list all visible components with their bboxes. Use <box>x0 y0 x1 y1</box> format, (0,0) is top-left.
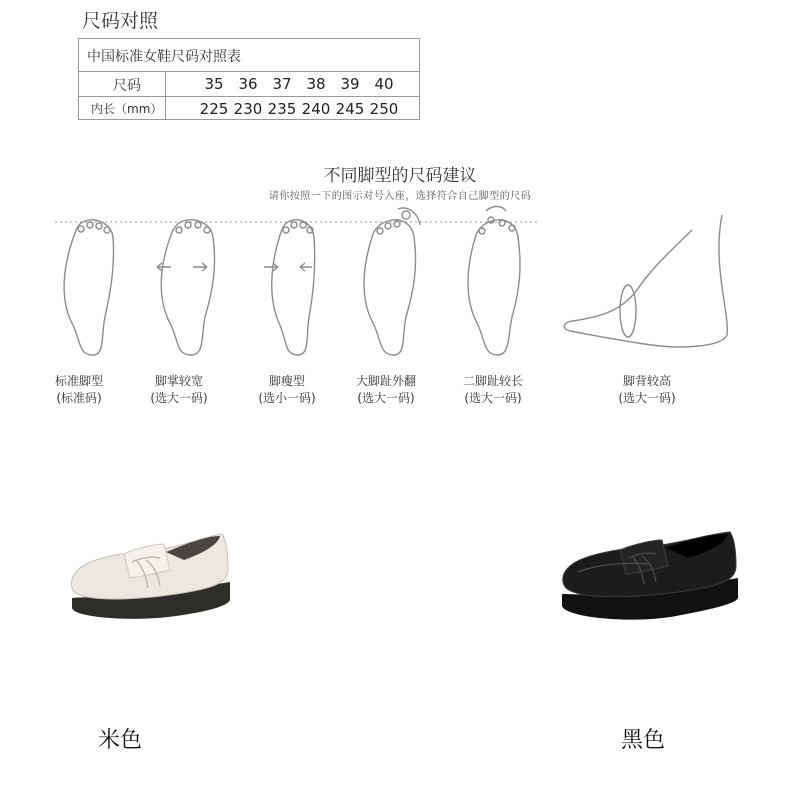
length-cell: 245 <box>335 100 365 118</box>
beige-loafer-image[interactable] <box>66 530 236 625</box>
foot-type-name: 二脚趾较长 <box>462 374 523 388</box>
table-divider <box>165 71 166 120</box>
foot-bunion-icon <box>364 208 420 355</box>
size-chart-table <box>78 38 420 120</box>
size-cell: 36 <box>238 75 258 93</box>
foot-type-advice: (选大一码) <box>150 391 208 405</box>
table-divider <box>79 96 419 97</box>
foot-standard-icon <box>64 220 113 355</box>
size-table-caption: 中国标准女鞋尺码对照表 <box>87 49 241 65</box>
foot-long-toe-icon <box>468 207 520 356</box>
foot-type-name: 脚掌较宽 <box>154 374 203 388</box>
foot-high-instep-icon <box>564 215 727 347</box>
size-cell: 38 <box>306 75 326 93</box>
size-cell: 39 <box>340 75 360 93</box>
foot-type-name: 标准脚型 <box>54 374 103 388</box>
length-cell: 250 <box>369 100 399 118</box>
foot-type-label-slim <box>232 373 342 407</box>
length-cell: 235 <box>267 100 297 118</box>
foot-slim-icon <box>264 220 315 355</box>
size-cell: 37 <box>272 75 292 93</box>
foot-type-label-long-toe <box>438 373 548 407</box>
foot-type-name: 大脚趾外翻 <box>355 374 416 388</box>
color-option-beige[interactable]: 米色 <box>98 728 143 753</box>
size-cell: 35 <box>204 75 224 93</box>
length-row-label: 内长（mm） <box>91 102 163 116</box>
length-cell: 230 <box>233 100 263 118</box>
foot-guide-subtitle: 请你按照一下的图示对号入座，选择符合自己脚型的尺码 <box>268 191 532 202</box>
length-cell: 240 <box>301 100 331 118</box>
foot-type-advice: (标准码) <box>56 391 102 405</box>
length-cell: 225 <box>199 100 229 118</box>
color-option-black[interactable]: 黑色 <box>621 728 666 753</box>
foot-type-name: 脚瘦型 <box>268 374 305 388</box>
foot-type-name: 脚背较高 <box>622 374 671 388</box>
table-divider <box>79 71 419 72</box>
foot-type-label-standard <box>24 373 134 407</box>
foot-type-advice: (选大一码) <box>464 391 522 405</box>
foot-type-advice: (选大一码) <box>618 391 676 405</box>
foot-type-label-high-instep <box>592 373 702 407</box>
size-chart-title: 尺码对照 <box>82 10 159 32</box>
foot-type-label-bunion <box>331 373 441 407</box>
foot-guide-title: 不同脚型的尺码建议 <box>323 166 477 186</box>
foot-type-advice: (选大一码) <box>357 391 415 405</box>
foot-diagrams <box>0 205 800 365</box>
foot-wide-icon <box>157 220 215 355</box>
black-loafer-image[interactable] <box>558 528 743 628</box>
foot-type-label-wide <box>124 373 234 407</box>
size-row-label: 尺码 <box>113 78 141 94</box>
size-cell: 40 <box>374 75 394 93</box>
foot-type-advice: (选小一码) <box>258 391 316 405</box>
